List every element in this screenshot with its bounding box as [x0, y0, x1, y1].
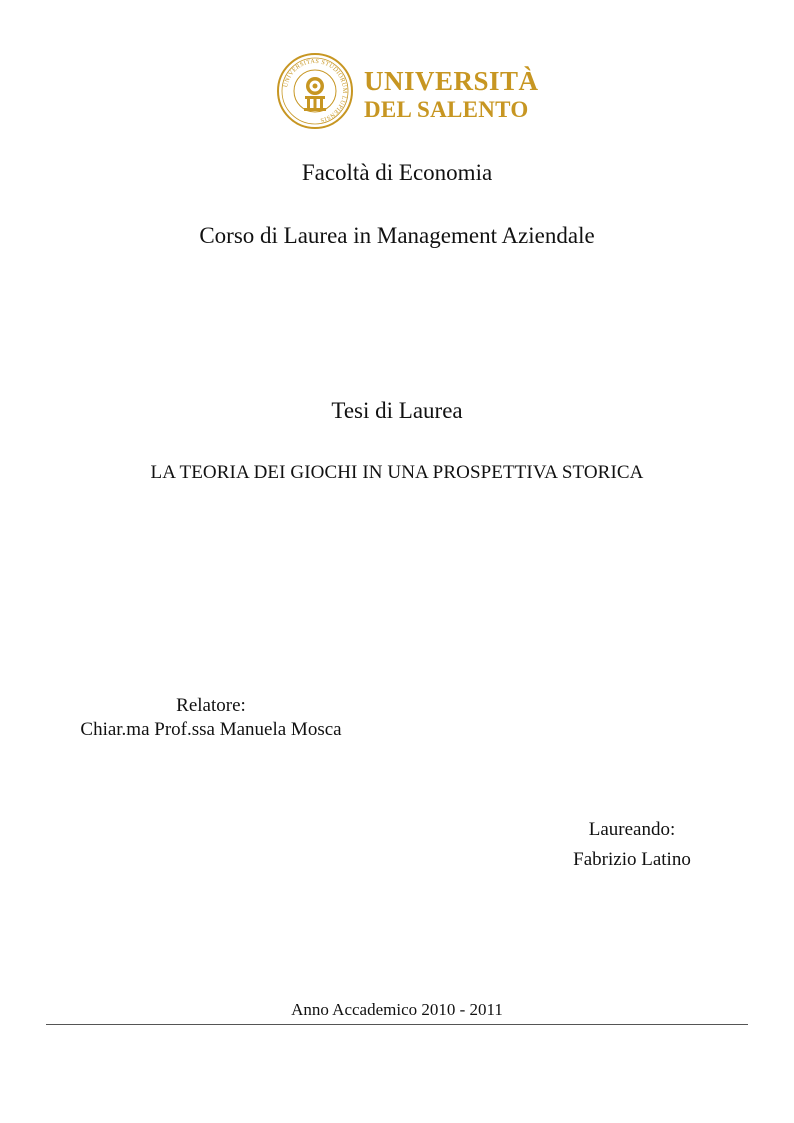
candidate-label: Laureando:: [588, 819, 676, 840]
supervisor-name: Chiar.ma Prof.ssa Manuela Mosca: [80, 719, 342, 740]
footer-divider: [46, 1024, 748, 1025]
university-logo: [276, 52, 539, 132]
supervisor-label: Relatore:: [176, 695, 246, 716]
candidate-name: Fabrizio Latino: [573, 849, 691, 870]
supervisor-block: [58, 694, 364, 742]
course-name: Corso di Laurea in Management Aziendale: [199, 223, 595, 248]
thesis-title: LA TEORIA DEI GIOCHI IN UNA PROSPETTIVA STORICA: [150, 462, 644, 483]
svg-text:UNIVERSITAS STUDIORUM LUPIENSI: UNIVERSITAS STUDIORUM LUPIENSIS: [282, 57, 349, 124]
university-name: [364, 68, 539, 121]
university-name-line1: UNIVERSITÀ: [364, 66, 539, 96]
university-seal-icon: [276, 52, 354, 130]
faculty-name: Facoltà di Economia: [301, 160, 493, 185]
academic-year: Anno Accademico 2010 - 2011: [291, 1000, 503, 1019]
thesis-label: Tesi di Laurea: [331, 398, 463, 423]
university-name-line2: DEL SALENTO: [364, 97, 529, 122]
candidate-block: [552, 815, 712, 875]
